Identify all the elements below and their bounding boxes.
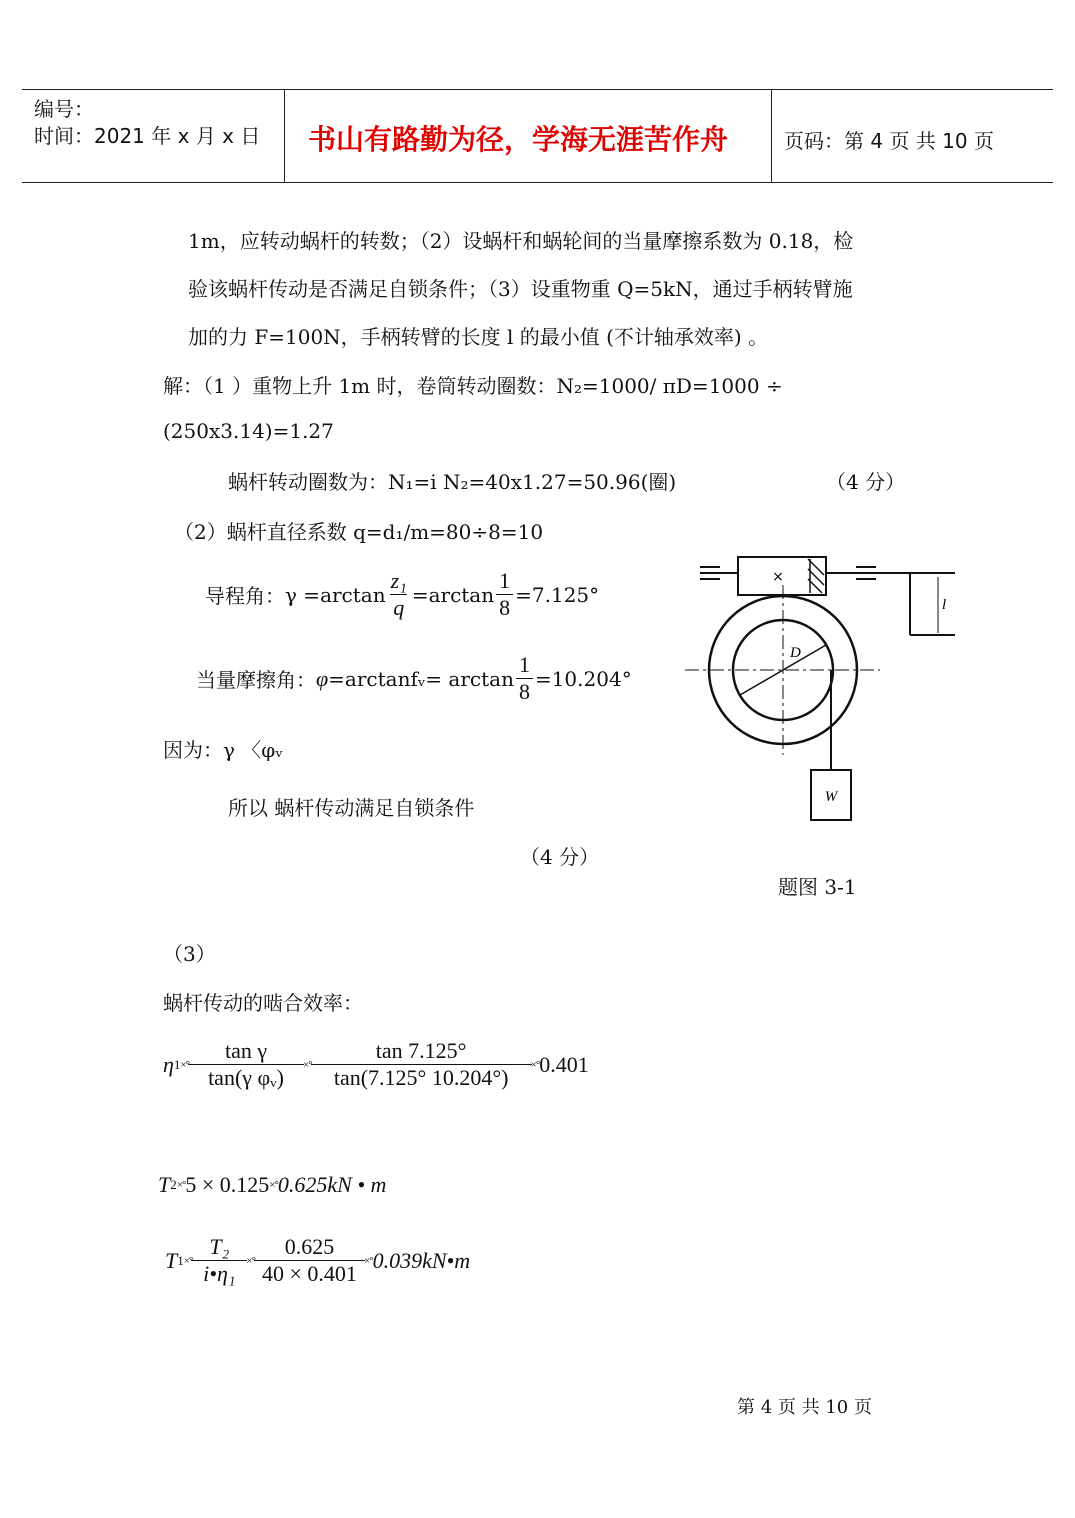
weight-label: W <box>824 789 838 805</box>
lead-angle-mid: =arctan <box>411 582 495 607</box>
because-line: 因为：γ 〈φᵥ <box>163 738 283 762</box>
worm-mark: × <box>772 569 784 585</box>
t1-num-1: T₂ <box>209 1234 230 1259</box>
header-motto: 书山有路勤为径，学海无涯苦作舟 <box>308 123 729 156</box>
eta-result: 0.401 <box>539 1051 589 1077</box>
friction-angle-label: 当量摩擦角： <box>196 668 316 692</box>
solution-line-2: (250x3.14)=1.27 <box>163 419 334 443</box>
lead-angle-formula <box>205 568 599 621</box>
t1-symbol: T <box>165 1247 178 1273</box>
header-page-label: 页码：第 4 页 共 10 页 <box>784 129 994 153</box>
one-over-eight-b <box>516 652 533 705</box>
footer-page-number: 第 4 页 共 10 页 <box>737 1397 872 1418</box>
eta-num-2: tan 7.125° <box>375 1038 467 1063</box>
part-3-line: （3） <box>163 942 216 966</box>
t2-formula <box>158 1172 386 1198</box>
eta-symbol: η <box>163 1051 174 1077</box>
lead-angle-gamma: γ =arctan <box>285 582 386 607</box>
efficiency-label: 蜗杆传动的啮合效率： <box>163 991 363 1015</box>
friction-angle-formula <box>196 652 632 705</box>
garbled-glyph-8: ×° <box>363 1254 373 1267</box>
score-2: （4 分） <box>520 845 600 869</box>
t1-formula <box>165 1234 470 1287</box>
solution-line-1: 解：（1 ）重物上升 1m 时，卷筒转动圈数：N₂=1000/ πD=1000 ÷ <box>163 374 783 398</box>
therefore-line: 所以 蜗杆传动满足自锁条件 <box>228 796 475 820</box>
figure-caption: 题图 3-1 <box>778 875 857 899</box>
denominator-eight-b: 8 <box>516 678 533 705</box>
garbled-glyph-2: ×° <box>303 1058 312 1071</box>
denominator-eight-a: 8 <box>496 594 513 621</box>
lead-angle-label: 导程角： <box>205 584 285 608</box>
eta-num-1: tan γ <box>224 1038 268 1063</box>
t1-result: 0.039kN•m <box>372 1247 471 1273</box>
header-time-label: 时间：2021 年 x 月 x 日 <box>34 124 261 148</box>
worm-turns-line: 蜗杆转动圈数为：N₁=i N₂=40x1.27=50.96(圈) <box>228 470 677 494</box>
garbled-glyph-3: ×° <box>530 1058 540 1071</box>
header-bottom-rule <box>22 182 1053 183</box>
part-2-line: （2）蜗杆直径系数 q=d₁/m=80÷8=10 <box>174 520 544 544</box>
t1-fraction-1 <box>194 1234 244 1287</box>
efficiency-formula <box>163 1038 589 1091</box>
header-top-rule <box>22 89 1053 90</box>
header-divider-left <box>284 89 285 183</box>
garbled-glyph-6: ×° <box>183 1254 193 1267</box>
problem-line-1: 1m，应转动蜗杆的转数；（2）设蜗杆和蜗轮间的当量摩擦系数为 0.18，检 <box>188 229 854 253</box>
diameter-label: D <box>790 645 801 661</box>
garbled-glyph-5: ×° <box>269 1179 278 1191</box>
problem-line-2: 验该蜗杆传动是否满足自锁条件；（3）设重物重 Q=5kN，通过手柄转臂施 <box>188 277 853 301</box>
worm-hoist-figure <box>680 545 970 830</box>
t2-expr: 5 × 0.125 <box>185 1172 270 1197</box>
eta-den-2: tan(7.125° 10.204°) <box>311 1064 532 1091</box>
numerator-one-a: 1 <box>499 568 511 593</box>
q: q <box>390 594 407 621</box>
z1-over-q <box>388 568 410 621</box>
t2-subscript: 2 <box>170 1177 177 1192</box>
eta-fraction-2 <box>314 1038 529 1091</box>
score-1: （4 分） <box>826 470 906 494</box>
phi-symbol: φ <box>316 665 329 691</box>
header-number-label: 编号： <box>34 97 94 121</box>
garbled-glyph-4: ×° <box>176 1179 186 1191</box>
numerator-one-b: 1 <box>518 652 530 677</box>
eta-subscript: 1 <box>173 1056 181 1072</box>
one-over-eight-a <box>496 568 513 621</box>
t1-fraction-2 <box>257 1234 362 1287</box>
t2-symbol: T <box>158 1172 171 1197</box>
lead-angle-result: =7.125° <box>515 582 600 607</box>
friction-angle-mid: =arctanfᵥ= arctan <box>328 666 514 691</box>
t1-num-2: 0.625 <box>284 1234 335 1259</box>
t1-subscript: 1 <box>177 1252 184 1268</box>
t1-den-2: 40 × 0.401 <box>254 1260 365 1287</box>
problem-line-3: 加的力 F=100N，手柄转臂的长度 l 的最小值 (不计轴承效率) 。 <box>188 325 769 349</box>
z1: z₁ <box>390 568 407 593</box>
eta-den-1: tan(γ φᵥ) <box>188 1064 304 1091</box>
eta-fraction-1 <box>191 1038 301 1091</box>
header-divider-right <box>771 89 772 183</box>
t1-den-1: i•η₁ <box>191 1260 247 1287</box>
garbled-glyph-1: ×° <box>180 1058 190 1071</box>
t2-result: 0.625kN • m <box>277 1172 387 1197</box>
garbled-glyph-7: ×° <box>246 1254 255 1267</box>
handle-length-label: l <box>942 597 947 613</box>
friction-angle-result: =10.204° <box>534 666 632 691</box>
